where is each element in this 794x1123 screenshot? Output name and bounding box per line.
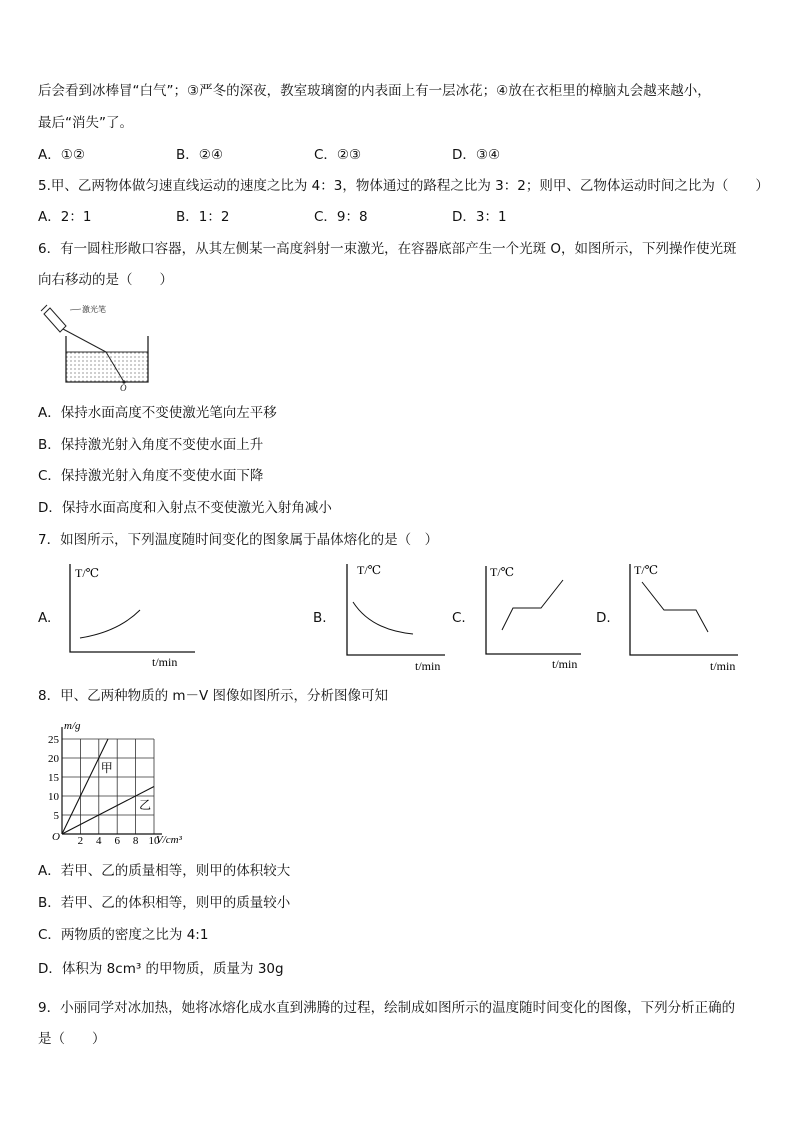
temperature-curve	[353, 602, 413, 634]
x-tick-label: 8	[132, 835, 139, 847]
y-axis-label: m/g	[64, 720, 81, 732]
laser-pen-pointer	[70, 309, 81, 310]
x-axis-label: t/min	[552, 657, 578, 671]
q7-graph-b	[337, 560, 452, 676]
q5-option-a: A．2：1	[38, 209, 92, 225]
q7-graph-a-letter: A.	[38, 610, 52, 626]
spot-label: O	[120, 383, 127, 392]
q9-line2: 是（ ）	[38, 1031, 106, 1047]
q7-stem: 7．如图所示，下列温度随时间变化的图象属于晶体熔化的是（ ）	[38, 532, 439, 548]
q6-option-b: B．保持激光射入角度不变使水面上升	[38, 437, 264, 453]
y-tick-label: 10	[48, 791, 59, 803]
y-tick-label: 20	[48, 753, 59, 765]
laser-container-figure	[38, 300, 156, 392]
q7-graph-a	[60, 560, 200, 672]
x-axis-label: t/min	[152, 655, 178, 669]
q4-line2: 最后“消失”了。	[38, 115, 133, 131]
q6-line1: 6．有一圆柱形敞口容器，从其左侧某一高度斜射一束激光，在容器底部产生一个光斑 O，如图所示，下列操作使光斑	[38, 241, 737, 257]
origin-label: O	[52, 831, 60, 843]
y-tick-label: 15	[48, 772, 59, 784]
q4-line1: 后会看到冰棒冒“白气”；③严冬的深夜，教室玻璃窗的内表面上有一层冰花；④放在衣柜里的樟脑丸会越来越小，	[38, 83, 711, 99]
q6-option-a: A．保持水面高度不变使激光笔向左平移	[38, 405, 277, 421]
mv-chart	[40, 716, 210, 850]
temperature-curve	[642, 582, 708, 632]
series-line-jia	[62, 739, 108, 834]
laser-pen-label: 激光笔	[82, 305, 106, 314]
x-axis-label: V/cm³	[156, 834, 182, 846]
q4-option-c: C．②③	[314, 147, 362, 163]
q8-option-a: A．若甲、乙的质量相等，则甲的体积较大	[38, 863, 291, 879]
y-axis-label: T/℃	[634, 563, 659, 577]
temperature-curve	[502, 580, 563, 630]
q5-stem: 5.甲、乙两物体做匀速直线运动的速度之比为 4：3，物体通过的路程之比为 3：2；则甲、乙物体运动时间之比为（ ）	[38, 178, 769, 194]
y-tick-label: 25	[48, 734, 59, 746]
q4-option-b: B．②④	[176, 147, 223, 163]
q7-graph-c-letter: C.	[452, 610, 466, 626]
y-axis-label: T/℃	[357, 563, 382, 577]
x-tick-label: 2	[77, 835, 84, 847]
q4-option-d: D．③④	[452, 147, 501, 163]
temperature-curve	[80, 610, 140, 638]
incident-beam	[63, 329, 106, 352]
q7-graph-d-letter: D.	[596, 610, 611, 626]
series-label-yi: 乙	[139, 798, 152, 813]
q5-option-d: D．3：1	[452, 209, 507, 225]
q4-option-a: A．①②	[38, 147, 85, 163]
laser-pen-icon	[41, 305, 66, 332]
chart-grid	[62, 739, 154, 834]
chart-ticks	[48, 734, 160, 847]
x-tick-label: 10	[148, 835, 160, 847]
q6-option-d: D．保持水面高度和入射点不变使激光入射角减小	[38, 500, 332, 516]
x-axis-label: t/min	[710, 659, 736, 673]
axes	[347, 564, 445, 655]
q7-graph-b-letter: B.	[313, 610, 327, 626]
y-axis-label: T/℃	[75, 566, 100, 580]
x-axis-label: t/min	[415, 659, 441, 673]
series-label-jia: 甲	[100, 761, 113, 775]
q8-option-b: B．若甲、乙的体积相等，则甲的质量较小	[38, 895, 291, 911]
q8-stem: 8．甲、乙两种物质的 m－V 图像如图所示，分析图像可知	[38, 688, 389, 704]
q6-option-c: C．保持激光射入角度不变使水面下降	[38, 468, 264, 484]
x-tick-label: 4	[96, 835, 102, 847]
q8-option-c: C．两物质的密度之比为 4:1	[38, 927, 209, 943]
q5-option-b: B．1：2	[176, 209, 230, 225]
water-region	[66, 352, 148, 382]
q6-line2: 向右移动的是（ ）	[38, 272, 173, 288]
q5-option-c: C．9：8	[314, 209, 368, 225]
x-tick-label: 6	[114, 835, 120, 847]
y-tick-label: 5	[53, 810, 59, 822]
axes	[486, 566, 581, 654]
y-axis-label: T/℃	[490, 565, 515, 579]
chart-series	[62, 739, 154, 834]
q9-line1: 9．小丽同学对冰加热，她将冰熔化成水直到沸腾的过程，绘制成如图所示的温度随时间变化的图像，下列分析正确的	[38, 1000, 736, 1016]
q7-graph-d	[620, 560, 744, 676]
q8-option-d: D．体积为 8cm³ 的甲物质，质量为 30g	[38, 961, 284, 977]
q7-graph-c	[476, 560, 588, 672]
